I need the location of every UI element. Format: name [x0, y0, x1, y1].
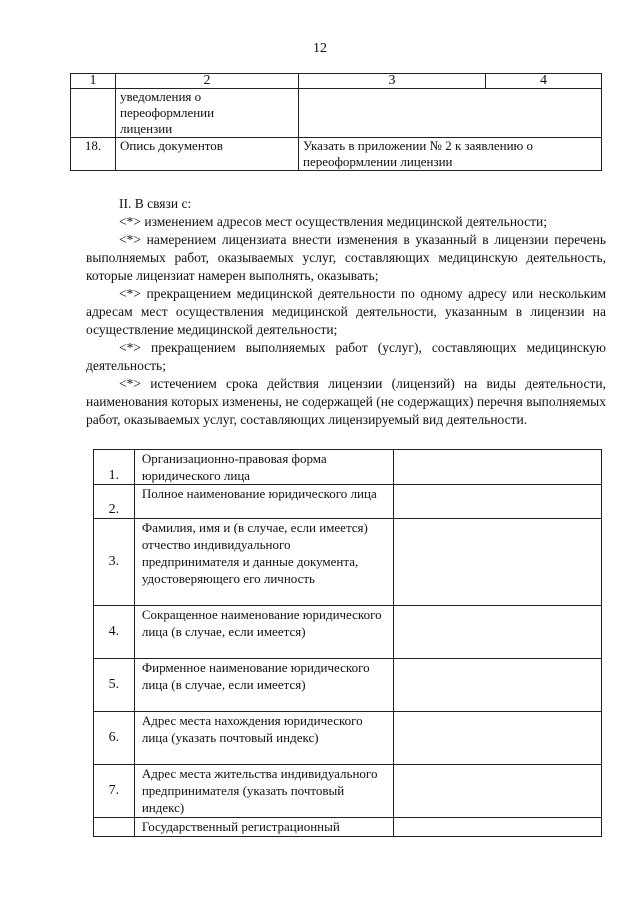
row-number: 7.	[94, 765, 135, 818]
row-value-field[interactable]	[394, 818, 602, 837]
table-row	[94, 519, 602, 606]
row-value-field[interactable]	[394, 606, 602, 659]
reason-item: <*> прекращением медицинской деятельности по одному адресу или нескольким адресам мест осуществления медицинской деятельности, указанным в лицензии на осуществление медицинской деятельности;	[86, 286, 606, 337]
row-value-field[interactable]	[394, 485, 602, 519]
row-value-field[interactable]	[394, 765, 602, 818]
table-header-row	[71, 74, 602, 89]
row-name: уведомления о переоформлении лицензии	[116, 89, 299, 138]
section-heading: II. В связи с:	[119, 196, 192, 211]
applicant-info-table	[93, 449, 602, 837]
table-row	[71, 89, 602, 138]
table-row	[94, 485, 602, 519]
row-value-field[interactable]	[394, 712, 602, 765]
row-value: Указать в приложении № 2 к заявлению о переоформлении лицензии	[299, 138, 602, 171]
row-label: Фамилия, имя и (в случае, если имеется) отчество индивидуального предпринимателя и данные документа, удостоверяющего его личность	[134, 519, 393, 606]
table-row	[94, 765, 602, 818]
row-value-field[interactable]	[394, 519, 602, 606]
row-number	[71, 89, 116, 138]
continuation-table	[70, 73, 602, 171]
col-header-1: 1	[71, 74, 116, 89]
row-label: Фирменное наименование юридического лица (в случае, если имеется)	[134, 659, 393, 712]
col-header-2: 2	[116, 74, 299, 89]
col-header-4: 4	[486, 74, 602, 89]
reasons-section	[86, 195, 606, 429]
row-value-field[interactable]	[394, 450, 602, 485]
row-number: 3.	[94, 519, 135, 606]
table-row	[94, 712, 602, 765]
row-name: Опись документов	[116, 138, 299, 171]
reason-item: <*> намерением лицензиата внести изменения в указанный в лицензии перечень выполняемых работ, оказываемых услуг, составляющих медицинскую деятельность, которые лицензиат намерен выполнять, оказывать;	[86, 232, 606, 283]
row-label: Организационно-правовая форма юридического лица	[134, 450, 393, 485]
reason-item: <*> изменением адресов мест осуществления медицинской деятельности;	[119, 214, 547, 229]
row-number	[94, 818, 135, 837]
reason-item: <*> прекращением выполняемых работ (услуг), составляющих медицинскую деятельность;	[86, 340, 606, 373]
table-row	[94, 450, 602, 485]
row-label: Сокращенное наименование юридического лица (в случае, если имеется)	[134, 606, 393, 659]
row-value-field[interactable]	[394, 659, 602, 712]
row-label: Полное наименование юридического лица	[134, 485, 393, 519]
reason-item: <*> истечением срока действия лицензии (лицензий) на виды деятельности, наименования которых изменены, не содержащей (не содержащих) перечня выполняемых работ, оказываемых услуг, составляющих лицензируемый вид деятельности.	[86, 376, 606, 427]
row-number: 5.	[94, 659, 135, 712]
row-number: 2.	[94, 485, 135, 519]
row-label: Адрес места нахождения юридического лица (указать почтовый индекс)	[134, 712, 393, 765]
row-number: 18.	[71, 138, 116, 171]
page-number: 12	[313, 41, 327, 56]
row-number: 4.	[94, 606, 135, 659]
row-label: Адрес места жительства индивидуального предпринимателя (указать почтовый индекс)	[134, 765, 393, 818]
table-row	[94, 818, 602, 837]
row-value	[299, 89, 602, 138]
table-row	[94, 606, 602, 659]
table-row	[71, 138, 602, 171]
col-header-3: 3	[299, 74, 486, 89]
row-number: 1.	[94, 450, 135, 485]
row-label: Государственный регистрационный	[134, 818, 393, 837]
table-row	[94, 659, 602, 712]
row-number: 6.	[94, 712, 135, 765]
